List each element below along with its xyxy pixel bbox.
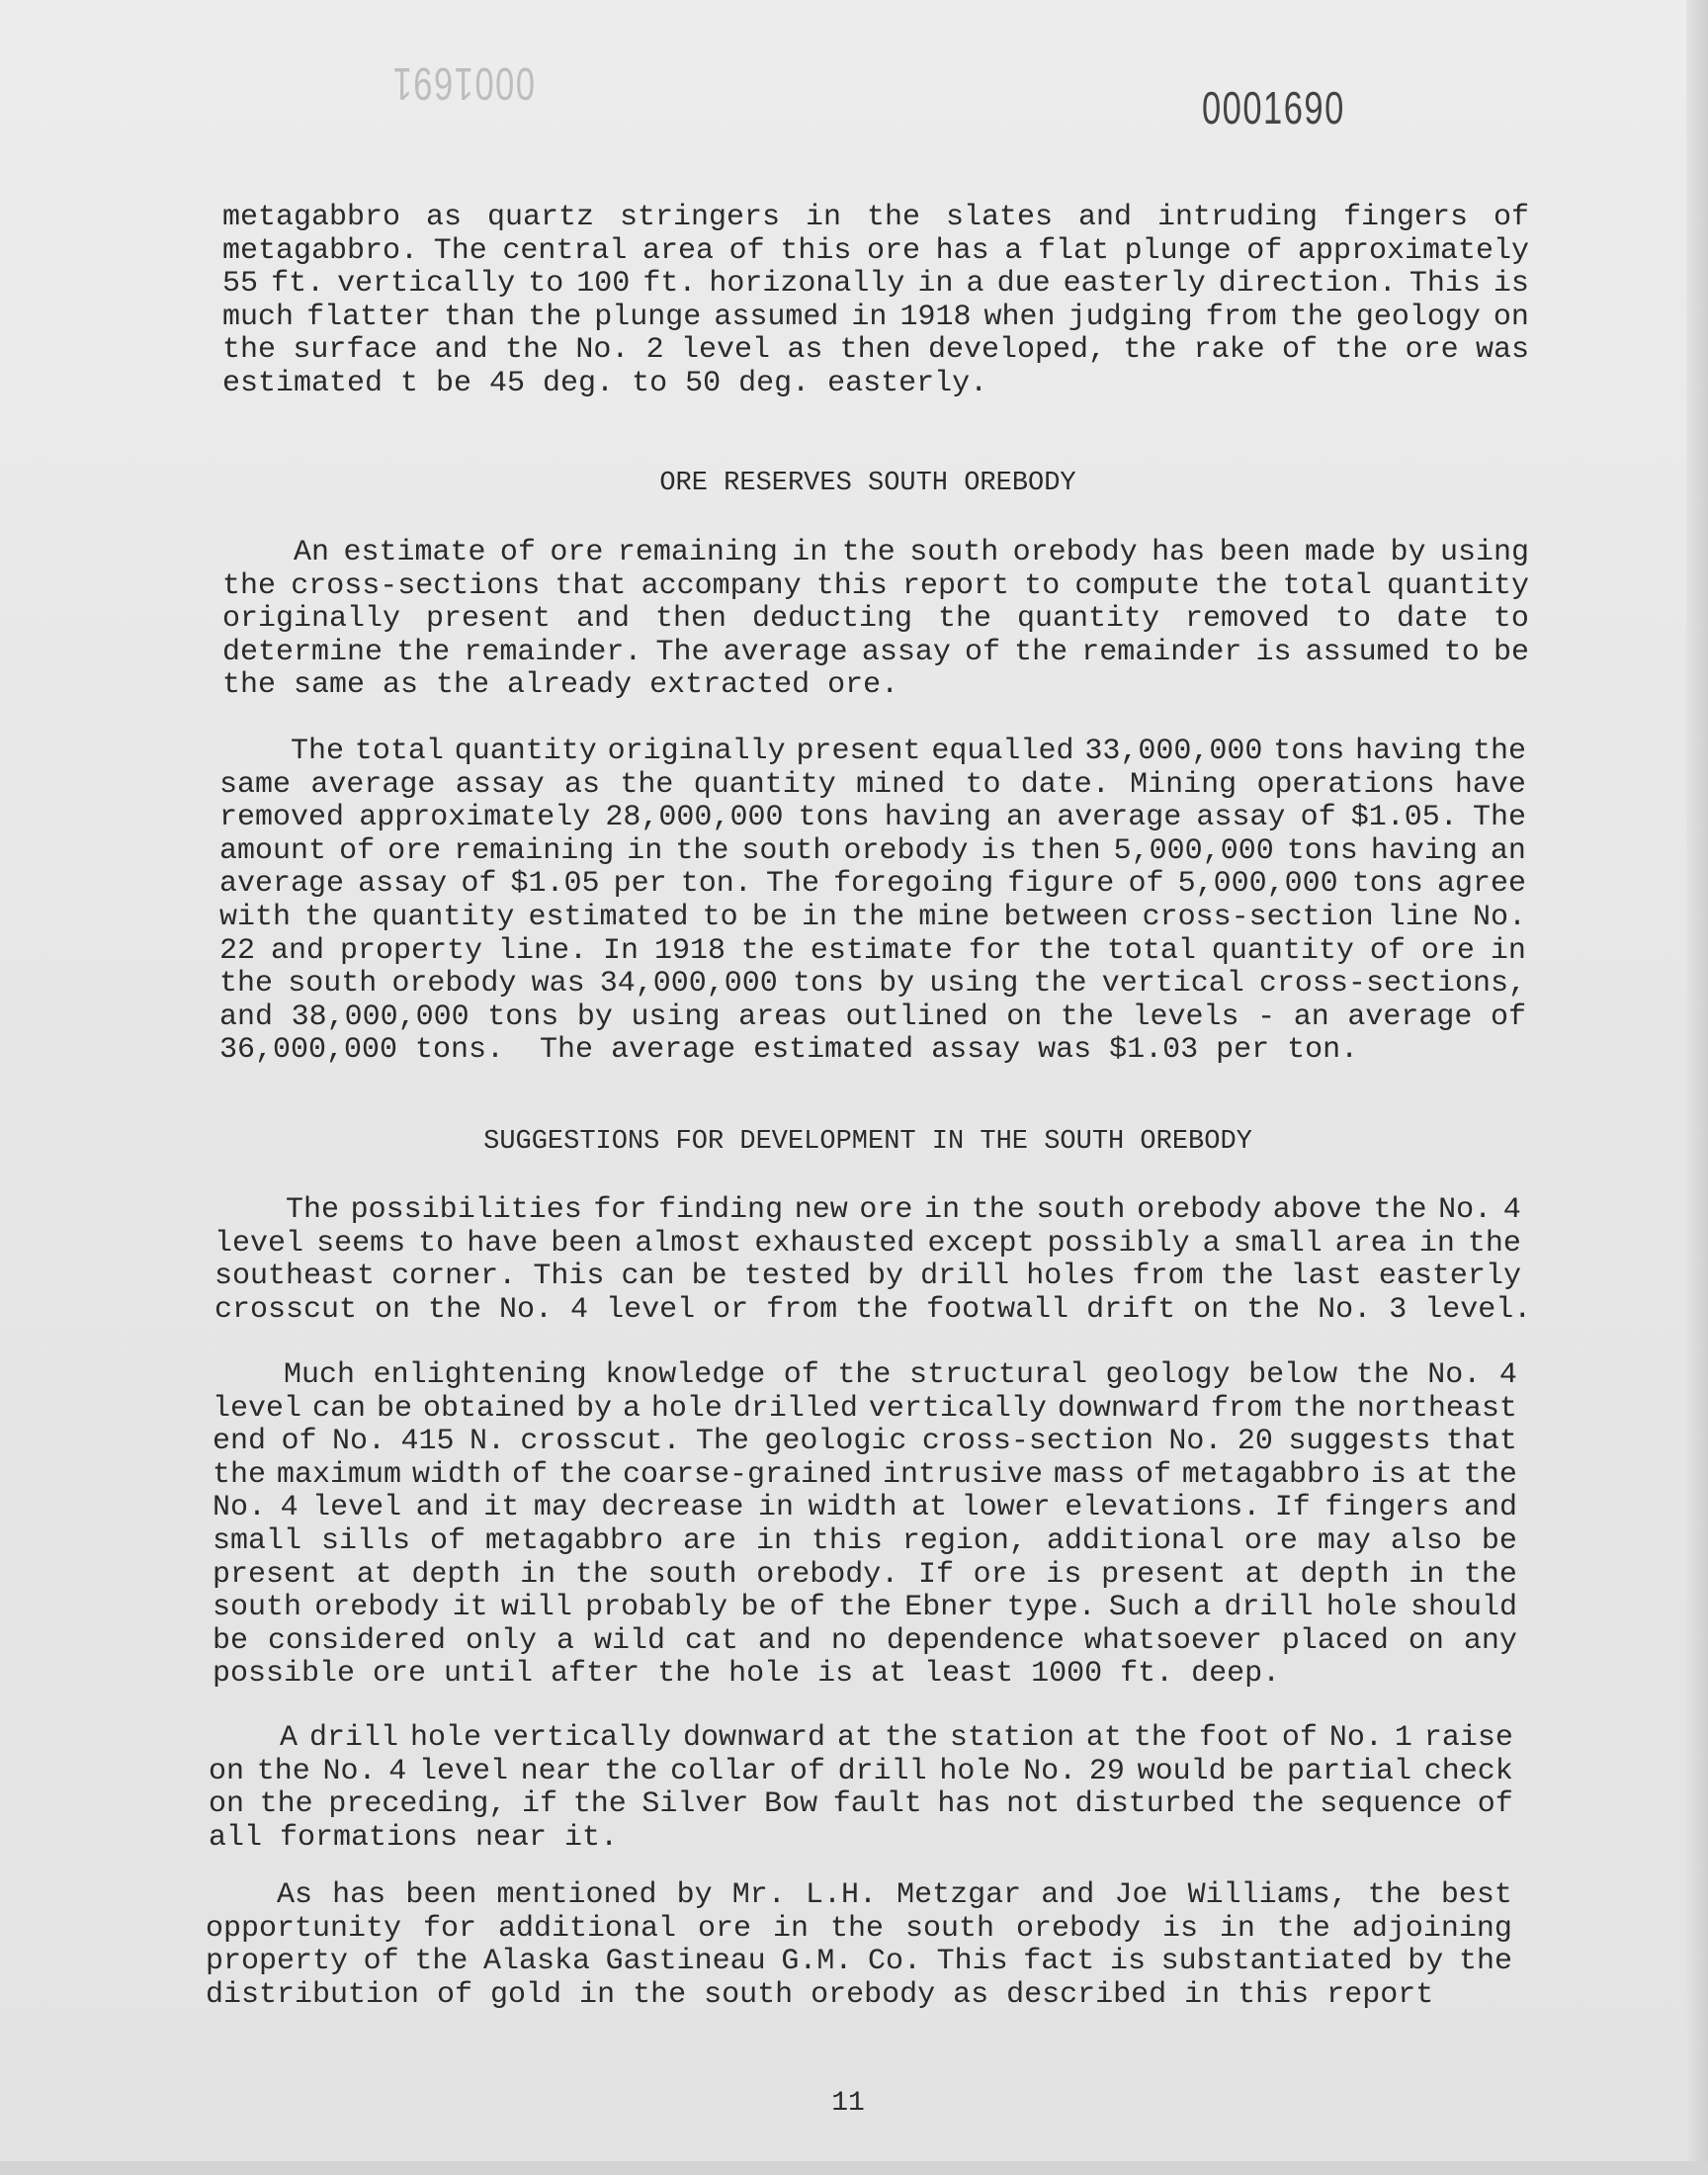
text-line: small sills of metagabbro are in this region, additional ore may also be [213, 1523, 1517, 1558]
text-line: all formations near it. [209, 1820, 619, 1855]
heading-suggestions: SUGGESTIONS FOR DEVELOPMENT IN THE SOUTH OREBODY [483, 1127, 1252, 1157]
text-line: crosscut on the No. 4 level or from the footwall drift on the No. 3 level. [214, 1292, 1532, 1327]
text-line: 22 and property line. In 1918 the estimate for the total quantity of ore in [219, 933, 1526, 968]
text-line: much flatter than the plunge assumed in 1918 when judging from the geology on [222, 300, 1529, 334]
text-line: south orebody it will probably be of the Ebner type. Such a drill hole should [213, 1591, 1517, 1625]
text-line: metagabbro as quartz stringers in the slates and intruding fingers of [222, 201, 1529, 234]
text-line: the maximum width of the coarse-grained intrusive mass of metagabbro is at the [213, 1457, 1517, 1492]
text-line: As has been mentioned by Mr. L.H. Metzgar and Joe Williams, the best [277, 1878, 1512, 1912]
paragraph-6 [209, 1722, 1513, 1855]
text-line: No. 4 level and it may decrease in width at lower elevations. If fingers and [213, 1491, 1517, 1525]
text-line: be considered only a wild cat and no dependence whatsoever placed on any [213, 1623, 1517, 1658]
text-line: An estimate of ore remaining in the south orebody has been made by using [294, 536, 1529, 569]
page-edge-shadow [1686, 0, 1708, 2175]
paragraph-5 [213, 1359, 1517, 1692]
text-line: the same as the already extracted ore. [222, 668, 899, 703]
text-line: the cross-sections that accompany this report to compute the total quantity [222, 568, 1529, 603]
text-line: opportunity for additional ore in the south orebody is in the adjoining [206, 1911, 1512, 1946]
text-line: the south orebody was 34,000,000 tons by using the vertical cross-sections, [219, 967, 1526, 1001]
text-line: The total quantity originally present equalled 33,000,000 tons having the [291, 735, 1526, 768]
paragraph-3 [219, 736, 1526, 1068]
paragraph-2 [222, 537, 1529, 703]
text-line: amount of ore remaining in the south orebody is then 5,000,000 tons having an [219, 833, 1526, 868]
text-line: estimated t be 45 deg. to 50 deg. easterly. [222, 366, 988, 400]
text-line: with the quantity estimated to be in the mine between cross-section line No. [219, 900, 1526, 934]
text-line: southeast corner. This can be tested by drill holes from the last easterly [214, 1260, 1521, 1294]
text-line: property of the Alaska Gastineau G.M. Co. This fact is substantiated by the [206, 1945, 1512, 1979]
paragraph-1 [222, 202, 1529, 401]
text-line: Much enlightening knowledge of the structural geology below the No. 4 [284, 1358, 1517, 1392]
heading-ore-reserves: ORE RESERVES SOUTH OREBODY [659, 469, 1076, 498]
text-line: present at depth in the south orebody. If ore is present at depth in the [213, 1557, 1517, 1592]
text-line: distribution of gold in the south orebody as described in this report [206, 1977, 1434, 2012]
text-line: on the preceding, if the Silver Bow fault has not disturbed the sequence of [209, 1787, 1513, 1822]
page-number: 11 [831, 2088, 865, 2119]
text-line: removed approximately 28,000,000 tons having an average assay of $1.05. The [219, 801, 1526, 835]
stamp-number: 0001690 [1202, 82, 1345, 133]
paragraph-7 [206, 1879, 1512, 2012]
text-line: level seems to have been almost exhausted except possibly a small area in the [214, 1226, 1521, 1261]
text-line: and 38,000,000 tons by using areas outlined on the levels - an average of [219, 1000, 1526, 1034]
text-line: same average assay as the quantity mined to date. Mining operations have [219, 767, 1526, 802]
text-line: A drill hole vertically downward at the station at the foot of No. 1 raise [280, 1721, 1513, 1755]
ghost-stamp-number: 0001691 [391, 58, 535, 110]
text-line: on the No. 4 level near the collar of drill hole No. 29 would be partial check [209, 1754, 1513, 1788]
text-line: the surface and the No. 2 level as then developed, the rake of the ore was [222, 333, 1529, 368]
text-line: determine the remainder. The average assay of the remainder is assumed to be [222, 635, 1529, 669]
page-bottom-edge [0, 2161, 1708, 2175]
text-line: level can be obtained by a hole drilled vertically downward from the northeast [213, 1391, 1517, 1426]
paragraph-4 [214, 1193, 1532, 1327]
text-line: average assay of $1.05 per ton. The foregoing figure of 5,000,000 tons agree [219, 867, 1526, 902]
text-line: 36,000,000 tons. The average estimated assay was $1.03 per ton. [219, 1033, 1359, 1068]
text-line: end of No. 415 N. crosscut. The geologic cross-section No. 20 suggests that [213, 1425, 1517, 1459]
text-line: possible ore until after the hole is at least 1000 ft. deep. [213, 1657, 1281, 1692]
text-line: 55 ft. vertically to 100 ft. horizonally in a due easterly direction. This is [222, 267, 1529, 302]
text-line: The possibilities for finding new ore in the south orebody above the No. 4 [286, 1193, 1521, 1227]
text-line: metagabbro. The central area of this ore has a flat plunge of approximately [222, 233, 1529, 268]
text-line: originally present and then deducting the quantity removed to date to [222, 602, 1529, 637]
